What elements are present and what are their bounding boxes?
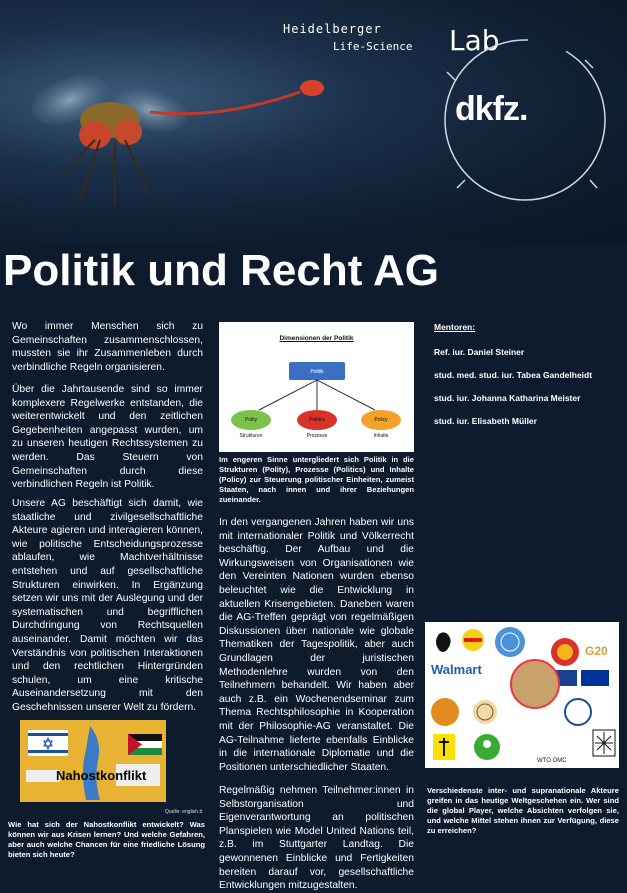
nahostkonflikt-label: Nahostkonflikt — [56, 768, 147, 783]
left-paragraph-1: Wo immer Menschen sich zu Gemeinschaften zusammenschlossen, mussten sie ihr Zusammenleben durch verbindliche Regeln organisieren. — [12, 321, 203, 373]
middle-paragraph-1: In den vergangenen Jahren haben wir uns mit internationaler Politik und Völkerrecht beschäftig. Der Aufbau und die Wirkungsweisen von Organisationen wie den Vereinten Nationen wurden ebenso beleuchtet wie die Entwicklung in aktuellen Krisengebieten. Daneben waren die AG-Treffen geprägt von regelmäßigen Diskussionen über nationale wie globale Thematiken der Tagespolitik, aber auch Grundlagen der juristischen Methodenlehre wurden von den Teilnehmern behandelt. Wir haben aber auch z.B. ein Wochenendseminar zum Thema Rechtsphilosophie in Kooperation mit der Philosophie-AG veranstaltet. Die AG-Teilnahme lieferte ebenfalls Einblicke in die internationale Diplomatie und die Positionen unterschiedlicher Staaten. — [219, 517, 414, 773]
left-paragraph-3: Unsere AG beschäftigt sich damit, wie staatliche und zivilgesellschaftliche Akteure agieren und interagieren können, wie politische Entscheidungsprozesse ablaufen, wie Machtverhältnisse entstehen und auf gesellschaftliche Strukturen einwirken. In Ergänzung setzen wir uns mit der Auslegung und der systematischen und begrifflichen Durchdringung von Rechtsquellen auseinander. Damit möchten wir das Verständnis von politischen Interaktionen und den rechtlichen Hintergründen schulen, um eine kritische Auseinandersetzung mit den Geschehnissen unserer Welt zu fördern. — [12, 498, 203, 713]
brand-line-2: Life-Science — [333, 40, 413, 53]
brand-line-1: Heidelberger — [283, 22, 382, 36]
diagram-node-politik: Politik — [310, 369, 324, 375]
header-banner — [0, 0, 627, 243]
brand-lab: Lab — [449, 24, 500, 57]
image-source: Quelle: english.tt — [165, 809, 203, 815]
wto-logo: WTO OMC — [537, 758, 567, 764]
nahostkonflikt-image — [20, 720, 166, 802]
diagram-node-policy: Policy — [374, 417, 388, 423]
diagram-caption-polity: Strukturen — [239, 433, 263, 439]
mentor-4: stud. iur. Elisabeth Müller — [434, 416, 537, 426]
diagram-caption-policy: Inhalte — [373, 433, 389, 439]
diagram-caption-politics: Prozesse — [306, 433, 328, 439]
walmart-logo: Walmart — [431, 662, 482, 677]
fly-illustration — [0, 0, 330, 243]
diagram-node-polity: Polity — [244, 417, 258, 423]
page-title: Politik und Recht AG — [3, 246, 439, 295]
mentor-2: stud. med. stud. iur. Tabea Gandelheidt — [434, 370, 593, 380]
mentor-3: stud. iur. Johanna Katharina Meister — [434, 393, 581, 403]
diagram-caption: Im engeren Sinne untergliedert sich Politik in die Strukturen (Polity), Prozesse (Politics) und Inhalte (Policy) zur Steuerung politischer Einheiten, zumeist Staaten, nach innen und ihrer Beziehungen zueinander. — [219, 455, 414, 504]
diagram-title: Dimensionen der Politik — [279, 335, 354, 342]
map-illustration — [20, 720, 166, 802]
middle-paragraph-2: Regelmäßig nehmen Teilnehmer:innen in Selbstorganisation und Eigenverantwortung an politischen Planspielen wie Model United Nations teil, z.B. im Stuttgarter Landtag. Die gewonnenen Einblicke und Fertigkeiten bereiten darauf vor, gesellschaftliche Entwicklungen mitzugestalten. — [219, 785, 414, 892]
mentor-1: Ref. iur. Daniel Steiner — [434, 347, 525, 357]
mentors-heading: Mentoren: — [434, 322, 476, 332]
global-players-logos — [425, 622, 619, 768]
politics-dimensions-diagram — [219, 322, 414, 452]
left-caption: Wie hat sich der Nahostkonflikt entwickelt? Was können wir aus Krisen lernen? Und welche Gefahren, aber auch welche Chancen für eine friedliche Lösung bieten sich heute? — [8, 820, 205, 859]
diagram-node-politics: Politics — [309, 417, 325, 423]
left-paragraph-2: Über die Jahrtausende sind so immer komplexere Regelwerke entstanden, die weiterentwickelt und den zeitlichen Gegebenheiten angepasst wurden, um zu unseren heutigen Rechtssystemen zu werden. Das Steuern von Gemeinschaften durch diese verbindlichen Regeln ist Politik. — [12, 384, 203, 491]
dkfz-logo: dkfz. — [455, 90, 528, 128]
right-caption: Verschiedenste inter- und supranationale Akteure greifen in das heutige Weltgeschehen ein. Wer sind die global Player, welche Absichten verfolgen sie, und welche Mittel stehen ihnen zur Verfügung, diese zu erreichen? — [427, 786, 619, 835]
g20-logo: G20 — [585, 644, 608, 658]
